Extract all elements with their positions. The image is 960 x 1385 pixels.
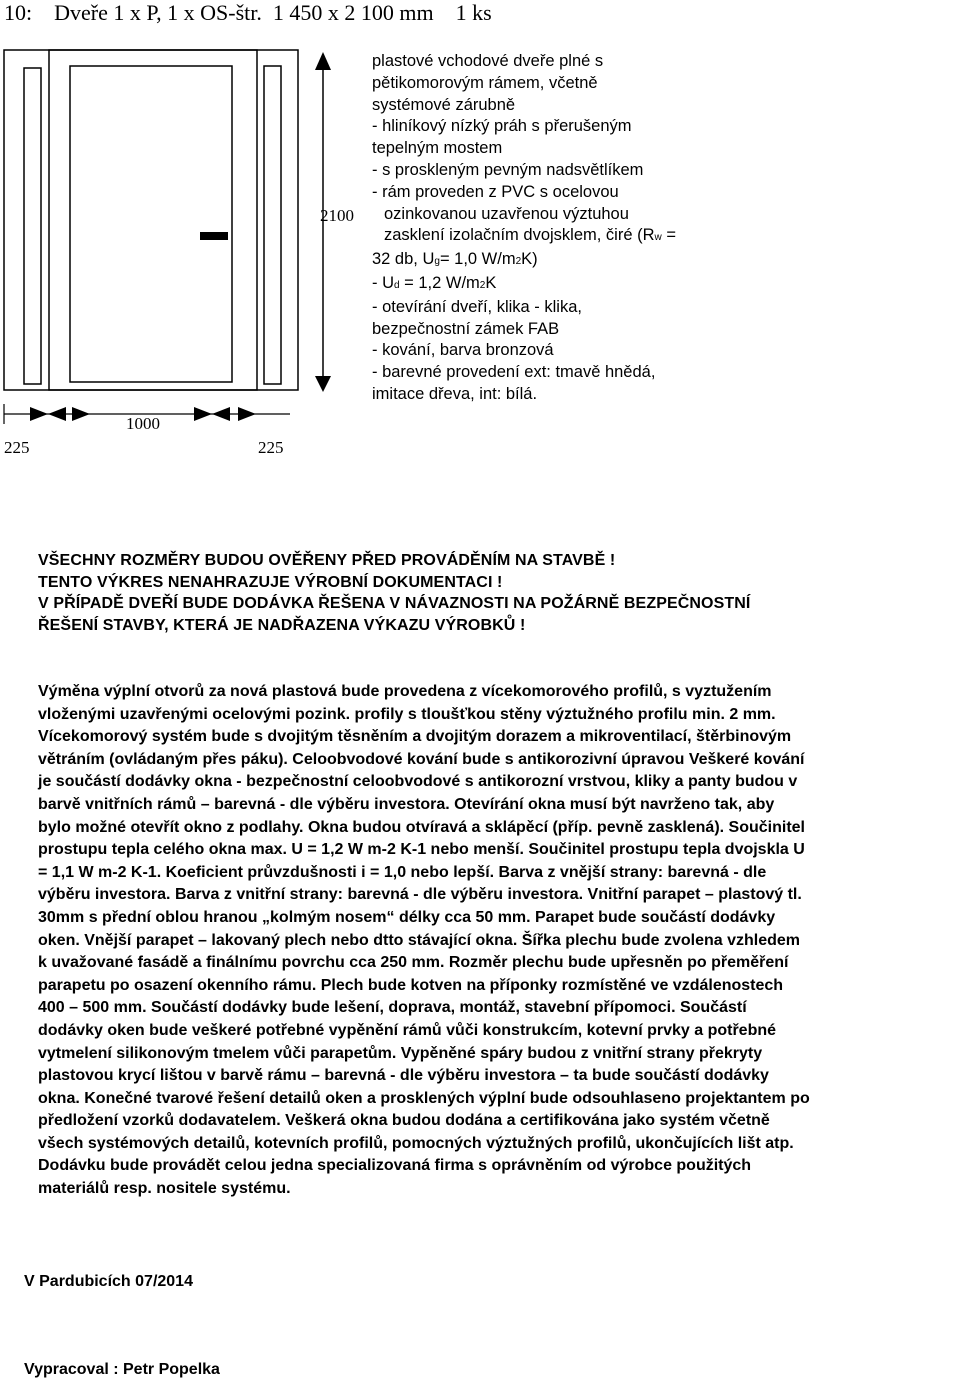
left-side-panel	[24, 68, 41, 384]
spec-line: - s proskleným pevným nadsvětlíkem	[372, 160, 644, 179]
spec-line: pětikomorovým rámem, včetně	[372, 73, 598, 92]
spec-line-ug: 32 db, Ug= 1,0 W/m2K)	[372, 250, 538, 269]
spec-line: tepelným mostem	[372, 139, 503, 158]
spec-line: - barevné provedení ext: tmavě hnědá,	[372, 363, 656, 382]
warning-line: VŠECHNY ROZMĚRY BUDOU OVĚŘENY PŘED PROVÁDĚNÍM NA STAVBĚ !	[38, 552, 616, 569]
center-width-label: 1000	[126, 414, 160, 433]
spec-line: systémové zárubně	[372, 95, 516, 114]
spec-line: - rám proveden z PVC s ocelovou	[372, 182, 619, 201]
description-line: větráním (ovládaným přes páku). Celoobvodové kování bude s antikorozivní úpravou Veškeré kování	[38, 750, 805, 768]
description-line: vytmelení silikonovým tmelem vůči parapetům. Vypěněné spáry budou z vnitřní strany překryty	[38, 1044, 763, 1062]
warning-block	[38, 550, 750, 636]
door-outer-frame	[4, 50, 298, 390]
author: Vypracoval : Petr Popelka	[24, 1361, 220, 1378]
description-line: prostupu tepla celého okna max. U = 1,2 W m-2 K-1 nebo menší. Součinitel prostupu tepla dvojskla U	[38, 841, 805, 859]
spec-line: - otevírání dveří, klika - klika,	[372, 297, 582, 316]
spec-line: plastové vchodové dveře plné s	[372, 52, 604, 70]
description-line: 400 – 500 mm. Součástí dodávky bude lešení, doprava, montáž, stavební přípomoci. Součástí	[38, 999, 747, 1017]
height-label: 2100	[320, 206, 354, 225]
description-line: Vícekomorový systém bude s dvojitým těsněním a dvojitým dorazem a mikroventilací, štěrbinovým	[38, 728, 792, 746]
door-specification	[372, 51, 732, 406]
description-line: Výměna výplní otvorů za nová plastová bude provedena z vícekomorového profilů, s vyztužením	[38, 683, 772, 700]
description-line: předložení vzorků dodavatelem. Veškerá okna budou dodána a certifikována jako systém včetně	[38, 1112, 770, 1130]
warning-line: ŘEŠENÍ STAVBY, KTERÁ JE NADŘAZENA VÝKAZU VÝROBKŮ !	[38, 616, 526, 634]
description-line: oken. Vnější parapet – lakovaný plech nebo dtto stávající okna. Šířka plechu bude zvolena vzhledem	[38, 931, 801, 949]
warning-line: V PŘÍPADĚ DVEŘÍ BUDE DODÁVKA ŘEŠENA V NÁVAZNOSTI NA POŽÁRNĚ BEZPEČNOSTNÍ	[38, 595, 751, 612]
item-name: Dveře 1 x P, 1 x OS-štr.	[54, 0, 262, 25]
description-line: parapetu po osazení okenního rámu. Plech bude kotven na příponky rozmístěné ve vzdálenostech	[38, 976, 784, 994]
door-leaf-inner	[70, 66, 232, 382]
description-line: barvě vnitřních rámů – barevná - dle výběru investora. Otevírání okna musí být navrženo tak, aby	[38, 795, 775, 813]
description-line: bylo možné otevřít okno z podlahy. Okna budou otvíravá a sklápěcí (příp. pevně zasklená). Součinitel	[38, 818, 805, 836]
description-line: dodávky oken bude veškeré potřebné vypěnění rámů vůči konstrukcím, kotevní prvky a potřebné	[38, 1021, 777, 1039]
description-line: materiálů resp. nositele systému.	[38, 1180, 291, 1198]
description-line: okna. Konečné tvarové řešení detailů oken a prosklených výplní bude odsouhlaseno projektantem po	[38, 1089, 810, 1107]
right-side-panel	[264, 66, 281, 384]
description-line: vloženými uzavřenými ocelovými pozink. profily s tloušťkou stěny výztužného profilu min. 2 mm.	[38, 705, 776, 723]
right-width-label: 225	[258, 438, 284, 457]
spec-line-ud: - Ud = 1,2 W/m2K	[372, 273, 497, 292]
spec-line: bezpečnostní zámek FAB	[372, 319, 560, 338]
description-line: 30mm s přední oblou hranou „kolmým nosem“ délky cca 50 mm. Parapet bude součástí dodávky	[38, 908, 776, 926]
item-quantity: 1 ks	[455, 0, 492, 25]
spec-line: ozinkovanou uzavřenou výztuhou	[384, 204, 629, 223]
left-width-label: 225	[4, 438, 30, 457]
warning-line: TENTO VÝKRES NENAHRAZUJE VÝROBNÍ DOKUMENTACI !	[38, 573, 503, 591]
door-handle	[200, 232, 228, 240]
place-date: V Pardubicích 07/2014	[24, 1273, 193, 1290]
spec-line: imitace dřeva, int: bílá.	[372, 384, 538, 403]
description-paragraph	[38, 681, 956, 1201]
item-number: 10:	[4, 0, 33, 25]
description-line: je součástí dodávky okna - bezpečnostní celoobvodové s antikorozní vrstvou, kliky a panty budou v	[38, 773, 798, 791]
description-line: Dodávku bude provádět celou jedna specializovaná firma s oprávněním od výrobce použitých	[38, 1157, 752, 1175]
description-line: k uvažované fasádě a finálnímu povrchu cca 250 mm. Rozměr plechu bude upřesněn po přeměření	[38, 954, 789, 972]
description-line: všech systémových detailů, kotevních profilů, pomocných výztužných profilů, ukončujících lišt atp.	[38, 1134, 794, 1152]
spec-line: - kování, barva bronzová	[372, 341, 554, 360]
item-size: 1 450 x 2 100 mm	[272, 0, 434, 25]
description-line: plastovou krycí lištou v barvě rámu – barevná - dle výběru investora – ta bude součástí dodávky	[38, 1067, 769, 1085]
description-line: výběru investora. Barva z vnitřní strany: barevná - dle výběru investora. Vnitřní parapet – plastový tl.	[38, 886, 802, 904]
description-line: = 1,1 W m-2 K-1. Koeficient průvzdušnosti i = 1,0 nebo lepší. Barva z vnější strany: barevná - dle	[38, 863, 767, 881]
spec-line-glazing: zasklení izolačním dvojsklem, čiré (Rw =	[384, 226, 676, 245]
spec-line: - hliníkový nízký práh s přerušeným	[372, 117, 632, 136]
door-leaf	[49, 50, 257, 390]
